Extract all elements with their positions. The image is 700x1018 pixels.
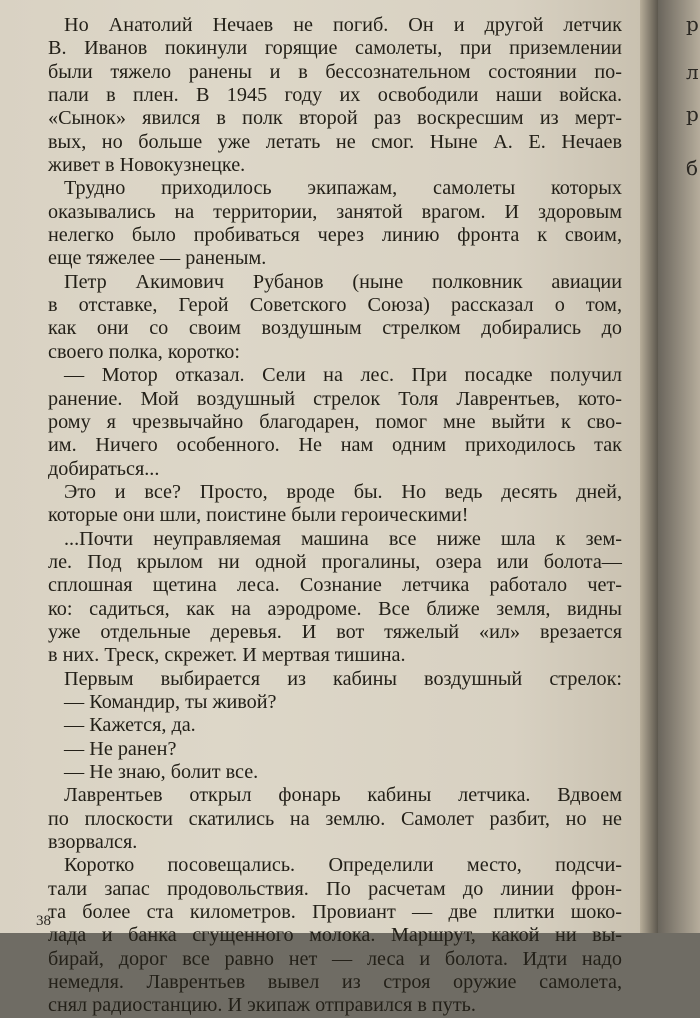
text-line: — Не ранен?	[64, 737, 177, 760]
text-line: тали запас продовольствия. По расчетам до линии фрон-	[48, 877, 622, 900]
text-line: живет в Новокузнецке.	[48, 154, 246, 177]
text-line: — Не знаю, болит все.	[64, 761, 259, 783]
text-line: сплошная щетина леса. Сознание летчика работало чет-	[48, 574, 622, 597]
text-line: уже отдельные деревья. И вот тяжелый «ил» врезается	[48, 620, 622, 643]
text-line: добираться...	[48, 457, 160, 480]
text-line: были тяжело ранены и в бессознательном состоянии по-	[48, 60, 622, 83]
text-line: «Сынок» явился в полк второй раз воскресшим из мерт-	[48, 107, 622, 130]
text-line: в отставке, Герой Советского Союза) рассказал о том,	[48, 294, 622, 317]
text-line: по плоскости скатились на землю. Самолет разбит, но не	[48, 807, 622, 830]
text-line: ...Почти неуправляемая машина все ниже шла к зем-	[64, 527, 622, 550]
text-line: которые они шли, поистине были героическими!	[48, 504, 469, 527]
text-line: лада и банка сгущенного молока. Маршрут, какой ни вы-	[48, 924, 622, 947]
text-line: Петр Акимович Рубанов (ныне полковник авиации	[64, 270, 622, 293]
text-line: им. Ничего особенного. Не нам одним приходилось так	[48, 434, 622, 457]
text-line: пали в плен. В 1945 году их освободили наши войска.	[48, 84, 622, 107]
text-line: Лаврентьев открыл фонарь кабины летчика. Вдвоем	[64, 784, 622, 807]
text-line: ле. Под крылом ни одной прогалины, озера или болота—	[48, 550, 622, 573]
text-line: Но Анатолий Нечаев не погиб. Он и другой летчик	[64, 14, 622, 36]
text-line: своего полка, коротко:	[48, 340, 240, 363]
text-line: — Кажется, да.	[64, 714, 196, 737]
text-line: — Командир, ты живой?	[64, 690, 277, 713]
text-line: в них. Треск, скрежет. И мертвая тишина.	[48, 644, 406, 667]
text-line: бирай, дорог все равно нет — леса и болота. Идти надо	[48, 947, 622, 970]
facing-page-fragment: р	[686, 12, 699, 36]
book-gutter	[640, 0, 658, 933]
text-line: немедля. Лаврентьев вывел из строя оружие самолета,	[48, 971, 622, 994]
text-line: Трудно приходилось экипажам, самолеты которых	[64, 177, 622, 200]
text-line: Первым выбирается из кабины воздушный стрелок:	[64, 667, 622, 690]
text-line: взорвался.	[48, 831, 138, 854]
text-line: В. Иванов покинули горящие самолеты, при приземлении	[48, 37, 622, 60]
facing-page-fragment: л	[686, 60, 699, 84]
text-line: Коротко посовещались. Определили место, подсчи-	[64, 854, 622, 877]
text-line: как они со своим воздушным стрелком добирались до	[48, 317, 622, 340]
text-line: еще тяжелее — раненым.	[48, 247, 267, 270]
text-line: Это и все? Просто, вроде бы. Но ведь десять дней,	[64, 480, 622, 503]
text-line: снял радиостанцию. И экипаж отправился в путь.	[48, 994, 476, 1017]
text-line: оказывались на территории, занятой врагом. И здоровым	[48, 200, 622, 223]
facing-page-fragment: б	[686, 156, 699, 180]
text-line: ранение. Мой воздушный стрелок Толя Лаврентьев, кото-	[48, 387, 622, 410]
text-line: нелегко было пробиваться через линию фронта к своим,	[48, 224, 622, 247]
facing-page-edge	[658, 0, 700, 933]
text-line: — Мотор отказал. Сели на лес. При посадке получил	[64, 364, 622, 387]
page-number: 38	[36, 913, 51, 929]
text-line: та более ста километров. Провиант — две плитки шоко-	[48, 901, 622, 924]
text-line: ко: садиться, как на аэродроме. Все ближе земля, видны	[48, 597, 622, 620]
facing-page-fragment: р	[686, 102, 699, 126]
body-text	[48, 14, 622, 1018]
text-line: рому я чрезвычайно благодарен, помог мне выйти к сво-	[48, 410, 622, 433]
text-line: вых, но больше уже летать не смог. Ныне А. Е. Нечаев	[48, 130, 622, 153]
